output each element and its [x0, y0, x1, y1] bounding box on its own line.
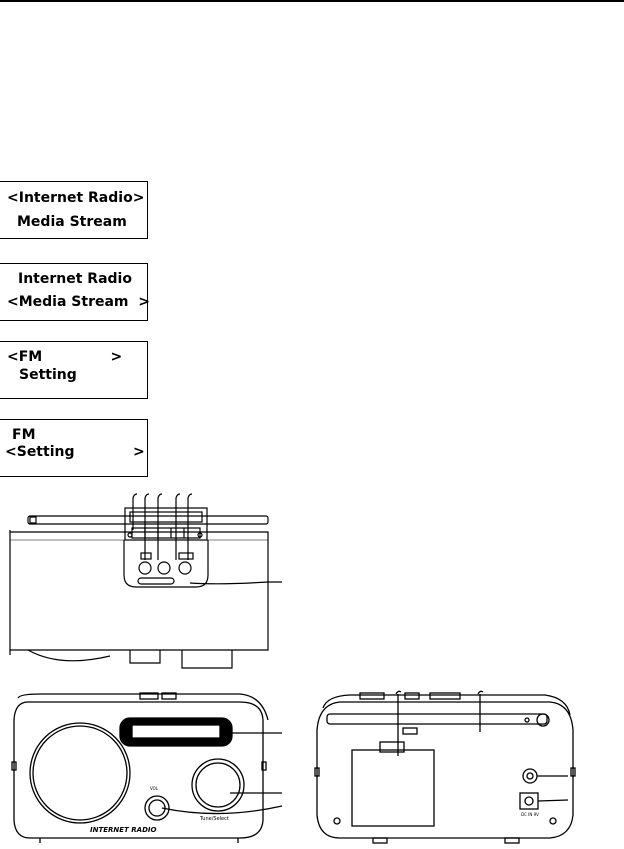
radio-rear-view-diagram [305, 690, 624, 849]
lcd-display-4 [0, 419, 148, 477]
vol-label: VOL [150, 786, 159, 791]
lcd-line-2: <Media Stream > [7, 294, 150, 310]
dc-in-label: DC IN 9V [521, 812, 539, 817]
lcd-display-3 [0, 341, 148, 399]
lcd-line-1: FM [12, 427, 36, 443]
lcd-line-1: Internet Radio [18, 271, 132, 287]
radio-front-view-diagram [0, 690, 300, 849]
lcd-line-1: <Internet Radio> [7, 190, 145, 206]
lcd-line-2: <Setting > [5, 444, 145, 460]
top-rule [0, 0, 624, 2]
lcd-line-2: Setting [19, 367, 77, 383]
lcd-display-2 [0, 263, 148, 321]
radio-top-view-diagram [0, 490, 624, 675]
knob-label: Tune/Select [200, 816, 229, 822]
lcd-display-1 [0, 181, 148, 239]
lcd-line-1: <FM > [7, 349, 123, 365]
brand-label: INTERNET RADIO [90, 826, 157, 834]
lcd-line-2: Media Stream [17, 214, 127, 230]
